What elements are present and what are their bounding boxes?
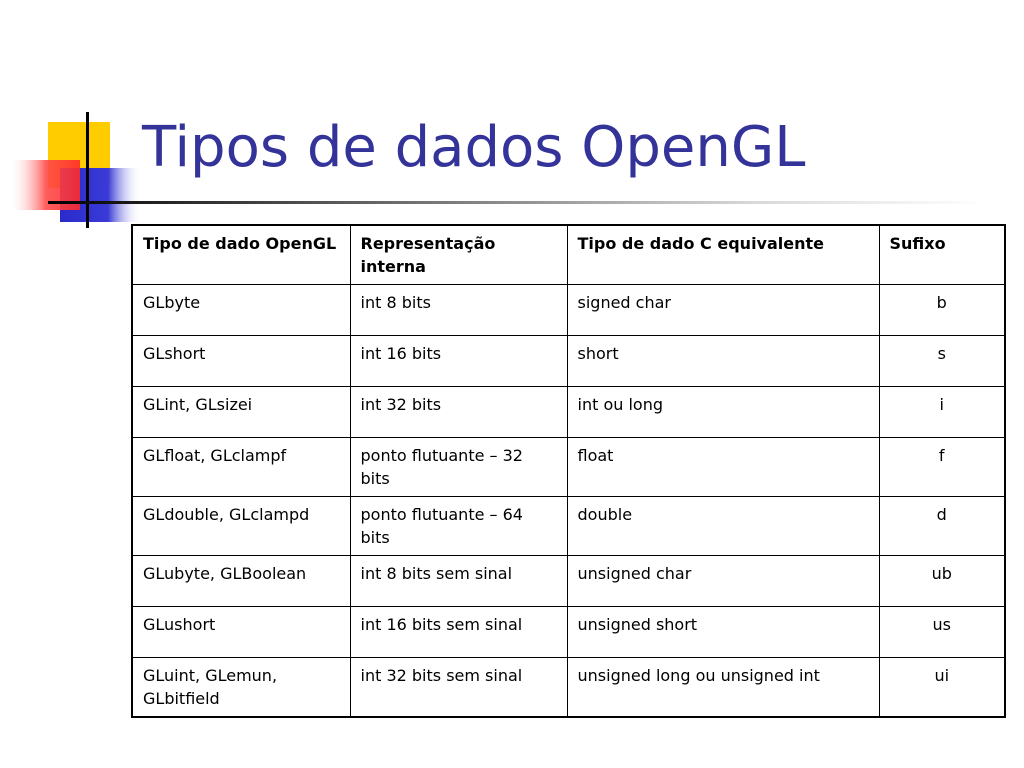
cell-opengl-type: GLbyte	[132, 285, 350, 336]
cell-opengl-type: GLshort	[132, 336, 350, 387]
cell-opengl-type: GLint, GLsizei	[132, 387, 350, 438]
cell-internal-representation: ponto flutuante – 32 bits	[350, 438, 567, 497]
header-suffix: Sufixo	[879, 225, 1005, 285]
cell-opengl-type: GLuint, GLemun, GLbitfield	[132, 658, 350, 718]
cell-suffix: ub	[879, 556, 1005, 607]
slide-title: Tipos de dados OpenGL	[142, 115, 806, 180]
cell-c-equivalent: double	[567, 497, 879, 556]
header-c-equivalent: Tipo de dado C equivalente	[567, 225, 879, 285]
cell-internal-representation: int 32 bits sem sinal	[350, 658, 567, 718]
cell-internal-representation: int 16 bits sem sinal	[350, 607, 567, 658]
cell-suffix: b	[879, 285, 1005, 336]
cell-c-equivalent: unsigned char	[567, 556, 879, 607]
table-row	[132, 438, 1005, 497]
table-row	[132, 607, 1005, 658]
table-header-row	[132, 225, 1005, 285]
cell-internal-representation: int 16 bits	[350, 336, 567, 387]
cell-suffix: ui	[879, 658, 1005, 718]
cell-opengl-type: GLushort	[132, 607, 350, 658]
table-row	[132, 285, 1005, 336]
cell-suffix: i	[879, 387, 1005, 438]
table-row	[132, 556, 1005, 607]
table-row	[132, 658, 1005, 718]
cell-c-equivalent: unsigned short	[567, 607, 879, 658]
title-underline	[48, 201, 988, 204]
cell-c-equivalent: float	[567, 438, 879, 497]
cell-opengl-type: GLubyte, GLBoolean	[132, 556, 350, 607]
table-row	[132, 336, 1005, 387]
vertical-bar	[86, 112, 89, 228]
header-opengl-type: Tipo de dado OpenGL	[132, 225, 350, 285]
cell-c-equivalent: int ou long	[567, 387, 879, 438]
table-row	[132, 497, 1005, 556]
cell-internal-representation: ponto flutuante – 64 bits	[350, 497, 567, 556]
cell-internal-representation: int 8 bits	[350, 285, 567, 336]
cell-c-equivalent: short	[567, 336, 879, 387]
cell-suffix: d	[879, 497, 1005, 556]
overlapping-squares-icon	[12, 112, 140, 228]
cell-internal-representation: int 32 bits	[350, 387, 567, 438]
cell-suffix: us	[879, 607, 1005, 658]
table-row	[132, 387, 1005, 438]
header-internal-representation: Representação interna	[350, 225, 567, 285]
cell-c-equivalent: unsigned long ou unsigned int	[567, 658, 879, 718]
cell-opengl-type: GLdouble, GLclampd	[132, 497, 350, 556]
cell-internal-representation: int 8 bits sem sinal	[350, 556, 567, 607]
cell-c-equivalent: signed char	[567, 285, 879, 336]
cell-suffix: s	[879, 336, 1005, 387]
opengl-data-types-table	[131, 224, 1006, 718]
cell-opengl-type: GLfloat, GLclampf	[132, 438, 350, 497]
cell-suffix: f	[879, 438, 1005, 497]
